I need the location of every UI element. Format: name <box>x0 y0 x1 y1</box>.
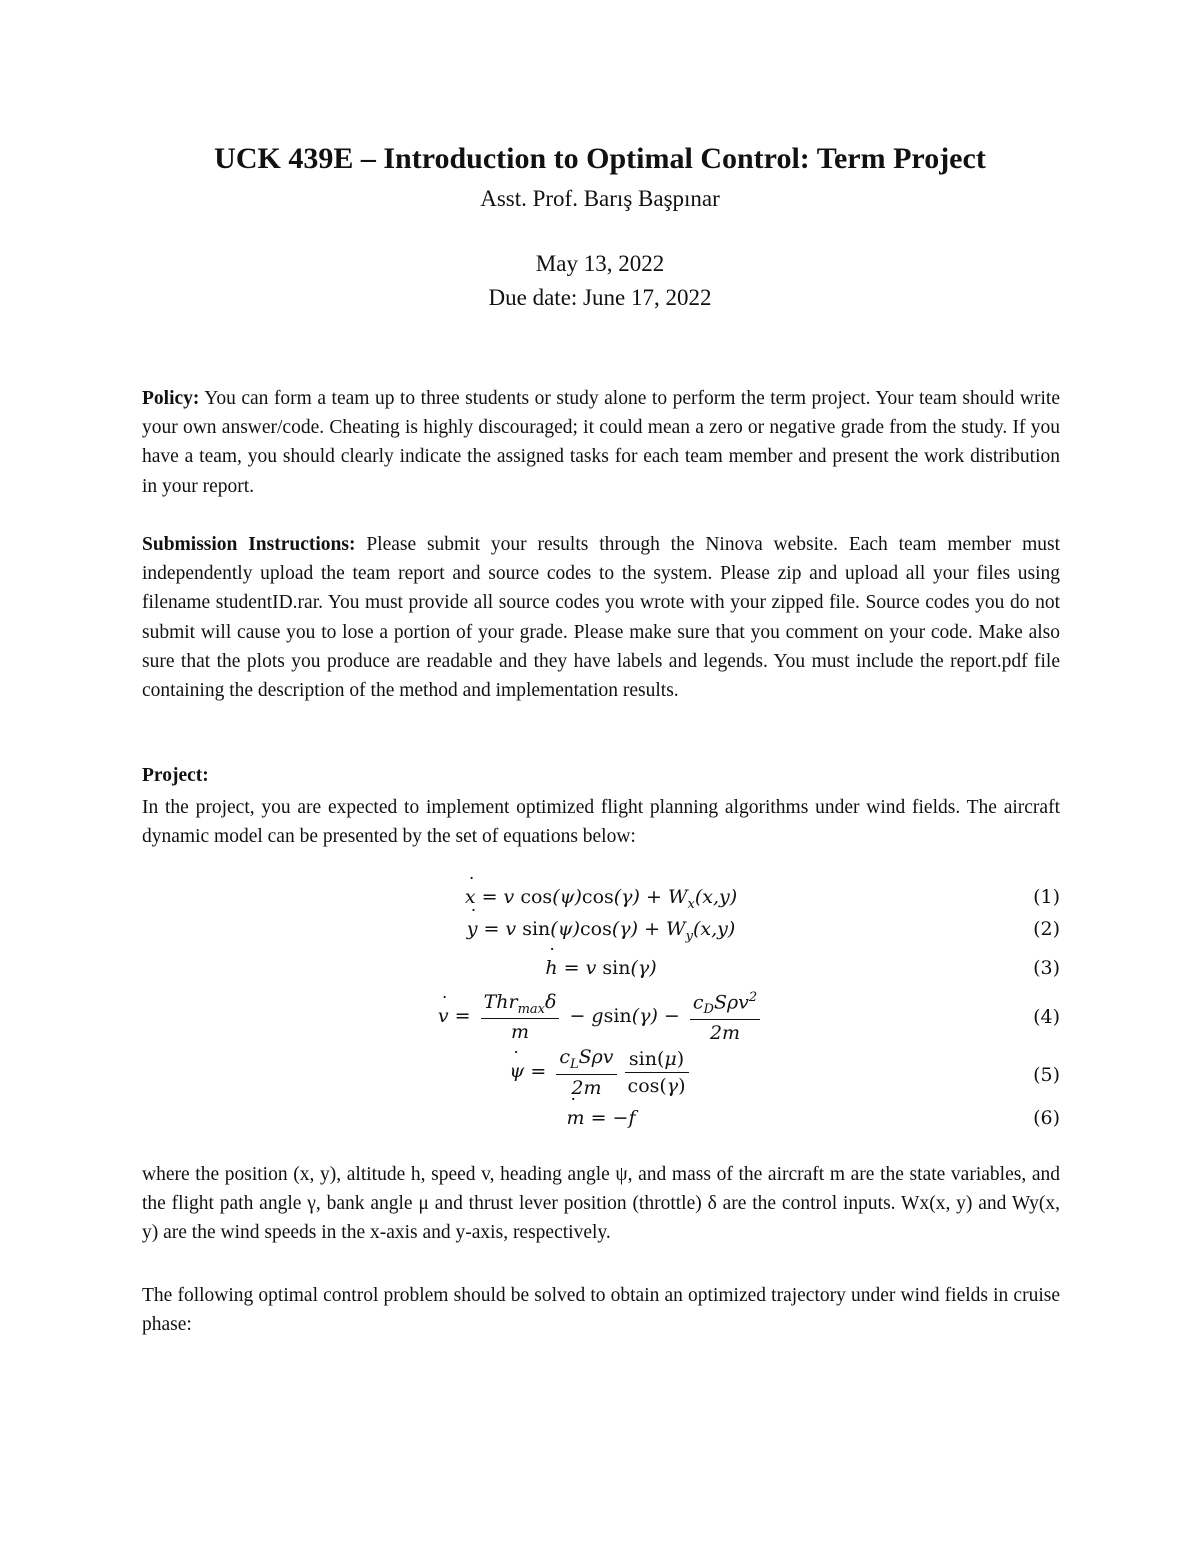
equation-2: ˙ y = v $\sin(\psi)\cos(\gamma) + W_y(x,y)$ <box>142 918 1060 944</box>
equation-3-number: (3) <box>1033 957 1060 979</box>
equation-6-number: (6) <box>1033 1107 1060 1129</box>
document-title: UCK 439E – Introduction to Optimal Control: Term Project <box>214 142 986 175</box>
equation-3: ˙ h = v sin(γ) <box>142 957 1060 979</box>
policy-label: Policy: <box>142 388 200 409</box>
equation-4-row <box>142 990 1060 1050</box>
equation-4-fraction-thrust: $\frac{Thr_{max}\delta}{m}$ <box>481 991 560 1044</box>
equation-2-row <box>142 918 1060 958</box>
policy-text: You can form a team up to three students or study alone to perform the term project. Your team should write your own answer/code. Cheating is highly discouraged; it could mean a zero or negative grade from the study. If you have a team, you should clearly indicate the assigned tasks for each team member and present the work distribution in your report. <box>142 388 1060 497</box>
equation-6: ˙ m = −f <box>142 1107 1060 1129</box>
equation-6-row <box>142 1107 1060 1147</box>
document-date: May 13, 2022 <box>535 251 665 276</box>
equation-5: ˙ ψ = $\frac{c_LS\rho v}{2m}$ $\frac{\sin(\mu)}{\cos(\gamma)}$ <box>142 1046 1060 1099</box>
document-due-date: Due date: June 17, 2022 <box>488 285 712 310</box>
optimal-control-paragraph: The following optimal control problem should be solved to obtain an optimized trajectory under wind fields in cruise phase: <box>142 1285 1060 1336</box>
equation-4: ˙ v = $\frac{Thr_{max}\delta}{m}$ − gsin(γ) − $\frac{c_DS\rho v^2}{2m}$ <box>142 990 1060 1044</box>
state-variables-paragraph: where the position (x, y), altitude h, speed v, heading angle ψ, and mass of the aircraft m are the state variables, and the flight path angle γ, bank angle μ and thrust lever position (throttle) δ are the control inputs. Wx(x, y) and Wy(x, y) are the wind speeds in the x-axis and y-axis, respectively. <box>142 1164 1060 1244</box>
equation-5-number: (5) <box>1033 1064 1060 1086</box>
equation-4-number: (4) <box>1033 1006 1060 1028</box>
document-author: Asst. Prof. Barış Başpınar <box>480 186 720 211</box>
equation-1-number: (1) <box>1033 886 1060 908</box>
equation-5-row <box>142 1046 1060 1106</box>
submission-paragraph <box>142 530 1060 705</box>
submission-label: Submission Instructions: <box>142 534 356 555</box>
project-heading: Project: <box>142 765 209 786</box>
equation-1: ˙ x = v $\cos(\psi)\cos(\gamma) + W_x(x,y)$ <box>142 886 1060 912</box>
equation-4-fraction-drag: $\frac{c_DS\rho v^2}{2m}$ <box>690 990 760 1044</box>
equation-5-fraction-angle: $\frac{\sin(\mu)}{\cos(\gamma)}$ <box>625 1048 689 1097</box>
policy-paragraph <box>142 384 1060 501</box>
submission-text: Please submit your results through the Ninova website. Each team member must independently upload the team report and source codes to the system. Please zip and upload all your files using filename studentID.rar. You must provide all source codes you wrote with your zipped file. Source codes you do not submit will cause you to lose a portion of your grade. Please make sure that you comment on your code. Make also sure that the plots you produce are readable and they have labels and legends. You must include the report.pdf file containing the description of the method and implementation results. <box>142 534 1060 702</box>
equation-2-number: (2) <box>1033 918 1060 940</box>
equation-5-fraction-lift: $\frac{c_LS\rho v}{2m}$ <box>556 1046 616 1099</box>
project-intro: In the project, you are expected to implement optimized flight planning algorithms under wind fields. The aircraft dynamic model can be presented by the set of equations below: <box>142 797 1060 848</box>
